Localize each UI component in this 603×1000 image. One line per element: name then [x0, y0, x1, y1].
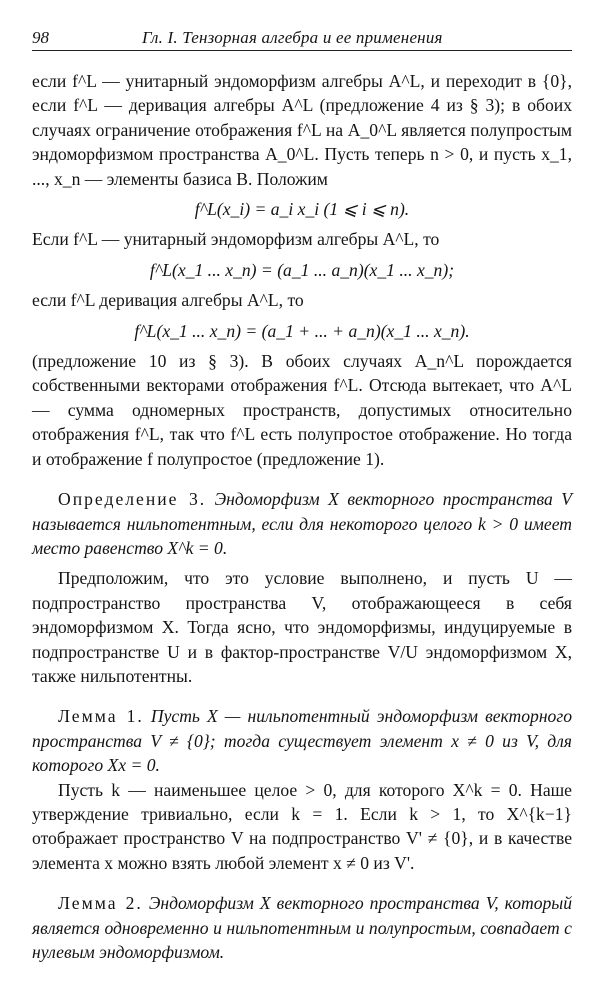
- running-title: Гл. I. Тензорная алгебра и ее применения: [142, 28, 443, 47]
- formula-2: f^L(x_1 ... x_n) = (a_1 ... a_n)(x_1 ... x_n);: [149, 259, 455, 280]
- lemma-1-heading: Лемма 1.: [58, 706, 144, 727]
- page-header: [32, 24, 572, 51]
- lemma-2-text: Эндоморфизм X векторного пространства V, который является одновременно и нильпотентным и полупростым, совпадает с нулевым эндоморфизмом.: [32, 893, 572, 962]
- book-page: [32, 24, 572, 964]
- paragraph-3: если f^L деривация алгебры A^L, то: [32, 290, 304, 311]
- definition-3: [32, 487, 572, 560]
- formula-1: f^L(x_i) = a_i x_i (1 ⩽ i ⩽ n).: [194, 199, 410, 220]
- lemma-1: [32, 704, 572, 777]
- paragraph-5: Предположим, что это условие выполнено, и пусть U — подпространство пространства V, отображающееся в себя эндоморфизмом X. Тогда ясно, что эндоморфизмы, индуцируемые в подпространстве U и в фактор-пространстве V/U эндоморфизмом X, также нильпотентны.: [32, 568, 572, 686]
- paragraph-2: Если f^L — унитарный эндоморфизм алгебры A^L, то: [32, 229, 440, 250]
- definition-3-heading: Определение 3.: [58, 489, 207, 510]
- page-number: 98: [32, 28, 49, 47]
- formula-3: f^L(x_1 ... x_n) = (a_1 + ... + a_n)(x_1 ... x_n).: [134, 320, 470, 341]
- definition-3-text: Эндоморфизм X векторного пространства V называется нильпотентным, если для некоторого целого k > 0 имеет место равенство X^k = 0.: [32, 489, 572, 558]
- lemma-2-heading: Лемма 2.: [58, 893, 143, 914]
- lemma-1-text: Пусть X — нильпотентный эндоморфизм векторного пространства V ≠ {0}; тогда существует элемент x ≠ 0 из V, для которого Xx = 0.: [32, 706, 573, 776]
- paragraph-6: Пусть k — наименьшее целое > 0, для которого X^k = 0. Наше утверждение тривиально, если k = 1. Если k > 1, то X^{k−1} отображает пространство V на подпространство V' ≠ {0}, и в качестве элемента x можно взять любой элемент x ≠ 0 из V'.: [32, 779, 572, 873]
- lemma-2: [32, 891, 572, 964]
- paragraph-4: (предложение 10 из § 3). В обоих случаях A_n^L порождается собственными векторами отображения f^L. Отсюда вытекает, что A^L — сумма одномерных пространств, допустимых относительно отображения f^L, так что f^L есть полупростое отображение. Но тогда и отображение f полупростое (предложение 1).: [32, 351, 572, 469]
- paragraph-1: если f^L — унитарный эндоморфизм алгебры A^L, и переходит в {0}, если f^L — деривация алгебры A^L (предложение 4 из § 3); в обоих случаях ограничение отображения f^L на A_0^L является полупростым эндоморфизмом пространства A_0^L. Пусть теперь n > 0, и пусть x_1, ..., x_n — элементы базиса B. Положим: [32, 71, 572, 189]
